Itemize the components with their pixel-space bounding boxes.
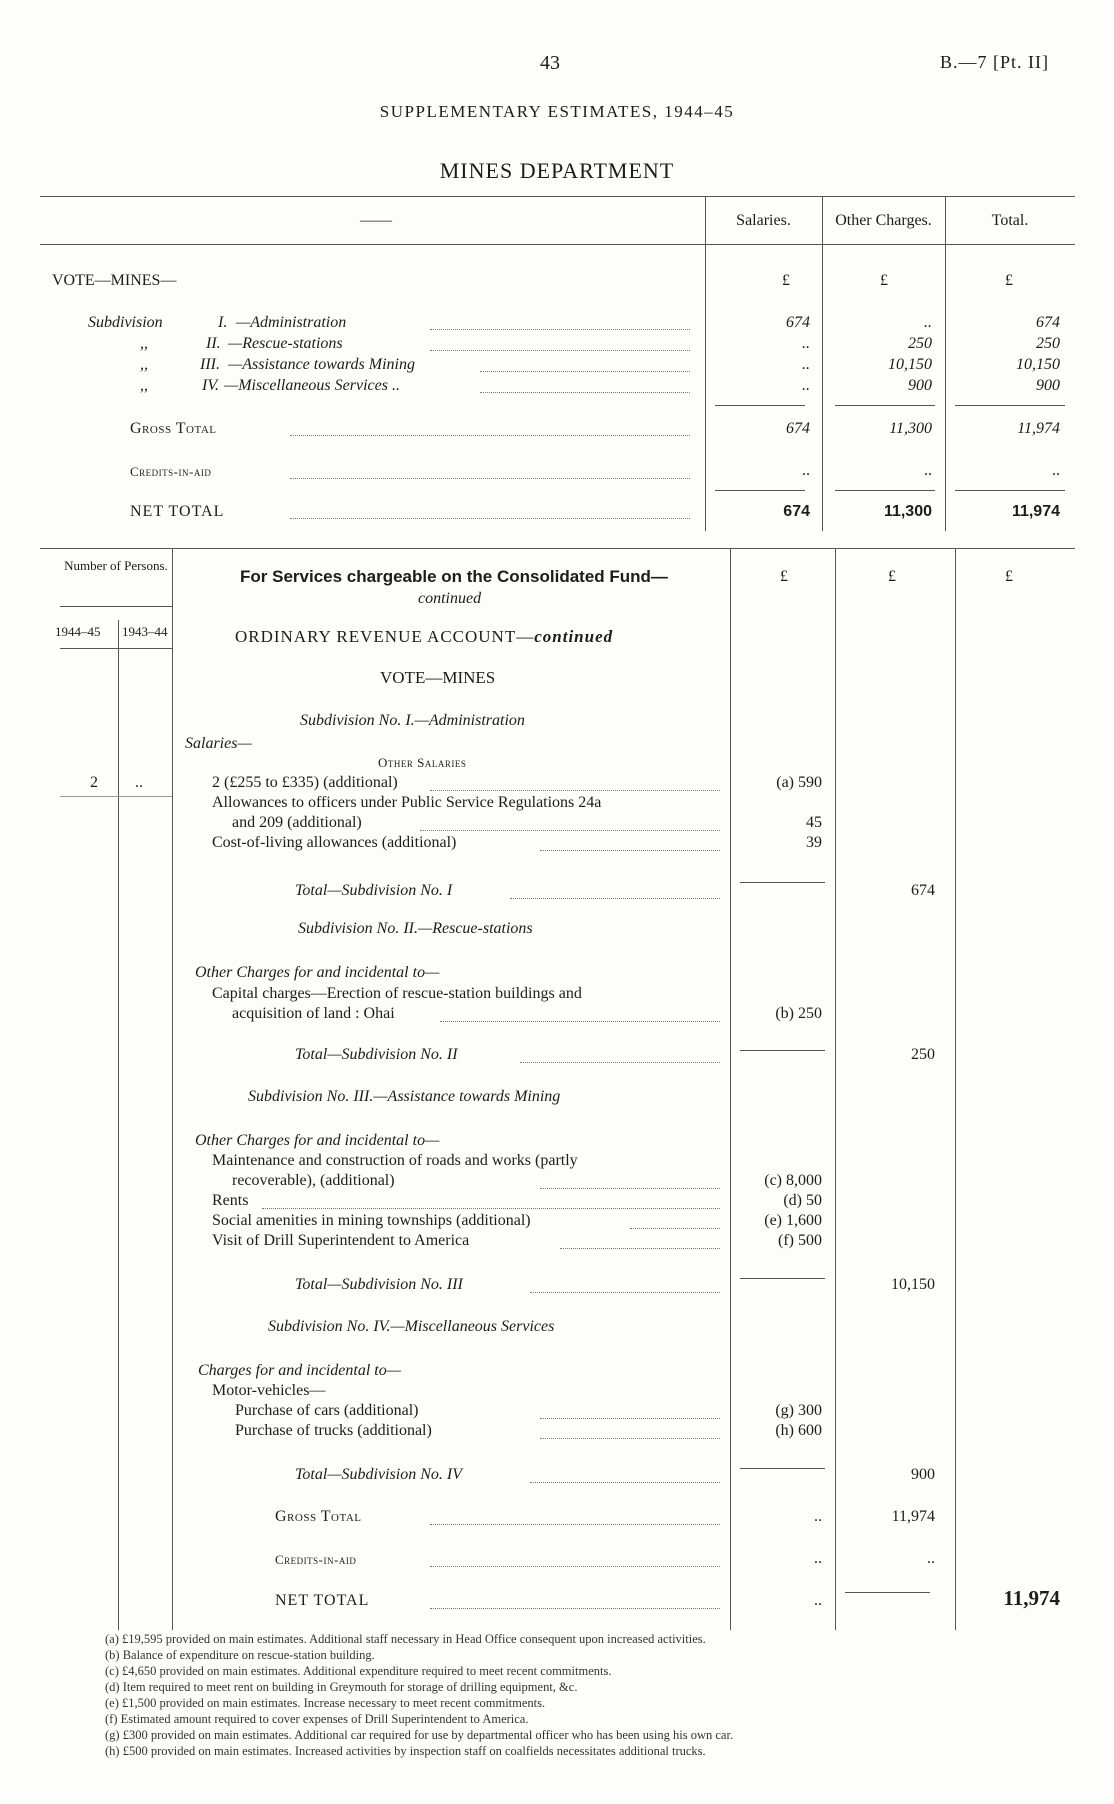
row-total: 10,150 <box>1016 356 1060 373</box>
footnote: (c) £4,650 provided on main estimates. Additional expenditure required to meet recent commitments. <box>105 1664 612 1678</box>
charges-label: Charges for and incidental to— <box>198 1362 401 1379</box>
footnote: (g) £300 provided on main estimates. Additional car required for use by departmental officer who has been using his own car. <box>105 1728 734 1742</box>
document-reference: B.—7 [Pt. II] <box>940 52 1049 72</box>
row-label: —Miscellaneous Services .. <box>224 377 400 394</box>
line-amount: (f) 500 <box>778 1232 822 1249</box>
row-other: 250 <box>908 335 932 352</box>
subdivision-total: 674 <box>911 882 935 899</box>
row-salaries: .. <box>802 377 810 394</box>
section-heading: For Services chargeable on the Consolidated Fund— <box>240 567 668 586</box>
row-prefix: ,, <box>140 377 148 394</box>
footnote: (e) £1,500 provided on main estimates. Increase necessary to meet recent commitments. <box>105 1696 546 1710</box>
salaries-label: Salaries— <box>185 735 252 752</box>
subdivision-total-label: Total—Subdivision No. I <box>295 882 453 899</box>
row-label: —Administration <box>236 314 347 331</box>
line-amount: (e) 1,600 <box>764 1212 822 1229</box>
account-heading: ORDINARY REVENUE ACCOUNT—continued <box>235 627 614 646</box>
line-item: Allowances to officers under Public Service Regulations 24a <box>212 794 602 811</box>
footnote: (f) Estimated amount required to cover expenses of Drill Superintendent to America. <box>105 1712 529 1726</box>
line-item: 2 (£255 to £335) (additional) <box>212 774 398 791</box>
row-number: III. <box>200 356 220 373</box>
subdivision-total: 900 <box>911 1466 935 1483</box>
footnote: (a) £19,595 provided on main estimates. Additional staff necessary in Head Office consequent upon increased activities. <box>105 1632 706 1646</box>
line-item: Rents <box>212 1192 249 1209</box>
net-total: 11,974 <box>1011 503 1060 520</box>
gross-total: 11,974 <box>1017 420 1060 437</box>
salaries-column-header: Salaries. <box>736 212 791 229</box>
credits-total: .. <box>1052 462 1060 479</box>
subdivision-title: Subdivision No. II.—Rescue-stations <box>298 920 533 937</box>
credits-other: .. <box>924 462 932 479</box>
persons-count: 2 <box>90 774 98 791</box>
row-prefix: ,, <box>140 335 148 352</box>
credits-in-aid-label: Credits-in-aid <box>130 464 212 479</box>
motor-vehicles-label: Motor-vehicles— <box>212 1382 326 1399</box>
currency-symbol: £ <box>782 272 790 289</box>
currency-symbol: £ <box>880 272 888 289</box>
line-item: Social amenities in mining townships (additional) <box>212 1212 531 1229</box>
row-salaries: .. <box>802 335 810 352</box>
line-item: and 209 (additional) <box>232 814 362 831</box>
row-number: I. <box>218 314 228 331</box>
net-other: 11,300 <box>883 503 932 520</box>
line-amount: (b) 250 <box>775 1005 822 1022</box>
page-title: SUPPLEMENTARY ESTIMATES, 1944–45 <box>379 102 735 121</box>
line-amount: (h) 600 <box>775 1422 822 1439</box>
subdivision-title: Subdivision No. I.—Administration <box>300 712 525 729</box>
detail-net-total: 11,974 <box>1003 1586 1060 1610</box>
line-amount: (d) 50 <box>783 1192 822 1209</box>
row-label: —Assistance towards Mining <box>228 356 415 373</box>
net-total-label: NET TOTAL <box>275 1592 370 1609</box>
subdivision-total-label: Total—Subdivision No. III <box>295 1276 463 1293</box>
year-column-header: 1943–44 <box>122 624 168 639</box>
row-number: IV. <box>202 377 220 394</box>
gross-total-label: Gross Total <box>275 1508 362 1525</box>
row-salaries: 674 <box>786 314 810 331</box>
row-salaries: .. <box>802 356 810 373</box>
year-column-header: 1944–45 <box>55 624 101 639</box>
net-salaries: 674 <box>783 503 810 520</box>
credits-in-aid-label: Credits-in-aid <box>275 1552 357 1567</box>
net-amount-column: .. <box>814 1592 822 1609</box>
page-number: 43 <box>540 52 560 74</box>
line-item: recoverable), (additional) <box>232 1172 395 1189</box>
line-item: Purchase of cars (additional) <box>235 1402 419 1419</box>
footnote: (h) £500 provided on main estimates. Increased activities by inspection staff on coalfields necessitates additional trucks. <box>105 1744 706 1758</box>
row-other: .. <box>924 314 932 331</box>
net-total-label: NET TOTAL <box>130 503 225 520</box>
row-total: 900 <box>1036 377 1060 394</box>
line-item: Capital charges—Erection of rescue-station buildings and <box>212 985 582 1002</box>
currency-symbol: £ <box>1005 272 1013 289</box>
credits-amount-column: .. <box>814 1550 822 1567</box>
other-charges-label: Other Charges for and incidental to— <box>195 1132 440 1149</box>
row-number: II. <box>206 335 221 352</box>
subdivision-total: 250 <box>911 1046 935 1063</box>
gross-total-label: Gross Total <box>130 420 217 437</box>
vote-heading: VOTE—MINES <box>380 668 496 687</box>
line-amount: 39 <box>806 834 822 851</box>
subdivision-title: Subdivision No. III.—Assistance towards Mining <box>248 1088 561 1105</box>
summary-header-rule <box>40 244 1075 245</box>
subdivision-total: 10,150 <box>891 1276 935 1293</box>
detail-top-rule <box>40 548 1075 549</box>
other-salaries-label: Other Salaries <box>378 755 467 770</box>
subdivision-title: Subdivision No. IV.—Miscellaneous Services <box>268 1318 555 1335</box>
line-item: Maintenance and construction of roads and works (partly <box>212 1152 578 1169</box>
currency-symbol: £ <box>1005 568 1013 585</box>
row-total: 250 <box>1036 335 1060 352</box>
department-title: MINES DEPARTMENT <box>439 158 675 183</box>
line-item: Visit of Drill Superintendent to America <box>212 1232 470 1249</box>
currency-symbol: £ <box>780 568 788 585</box>
line-item: acquisition of land : Ohai <box>232 1005 395 1022</box>
row-other: 900 <box>908 377 932 394</box>
subdivision-total-label: Total—Subdivision No. II <box>295 1046 458 1063</box>
vote-label: VOTE—MINES— <box>52 272 177 289</box>
detail-gross-total: 11,974 <box>891 1508 935 1525</box>
line-amount: (g) 300 <box>775 1402 822 1419</box>
line-item: Cost-of-living allowances (additional) <box>212 834 457 851</box>
footnote: (b) Balance of expenditure on rescue-station building. <box>105 1648 375 1662</box>
currency-symbol: £ <box>888 568 896 585</box>
row-other: 10,150 <box>888 356 932 373</box>
other-charges-label: Other Charges for and incidental to— <box>195 964 440 981</box>
gross-amount-column: .. <box>814 1508 822 1525</box>
line-item: Purchase of trucks (additional) <box>235 1422 432 1439</box>
summary-top-rule <box>40 196 1075 197</box>
footnote: (d) Item required to meet rent on building in Greymouth for storage of drilling equipment, &c. <box>105 1680 578 1694</box>
detail-credits-in-aid: .. <box>927 1550 935 1567</box>
row-prefix: Subdivision <box>88 314 163 331</box>
row-label: —Rescue-stations <box>228 335 343 352</box>
total-column-header: Total. <box>991 212 1029 229</box>
persons-count-prev: .. <box>135 774 143 791</box>
gross-salaries: 674 <box>786 420 810 437</box>
other-charges-column-header: Other Charges. <box>835 212 932 229</box>
line-amount: (c) 8,000 <box>764 1172 822 1189</box>
line-amount: (a) 590 <box>776 774 822 791</box>
line-amount: 45 <box>806 814 822 831</box>
section-heading-continued: continued <box>418 590 482 607</box>
row-total: 674 <box>1036 314 1060 331</box>
credits-salaries: .. <box>802 462 810 479</box>
row-prefix: ,, <box>140 356 148 373</box>
persons-column-header: Number of Persons. <box>64 558 168 573</box>
summary-blank-header: —— <box>360 212 392 229</box>
gross-other: 11,300 <box>889 420 932 437</box>
subdivision-total-label: Total—Subdivision No. IV <box>295 1466 462 1483</box>
